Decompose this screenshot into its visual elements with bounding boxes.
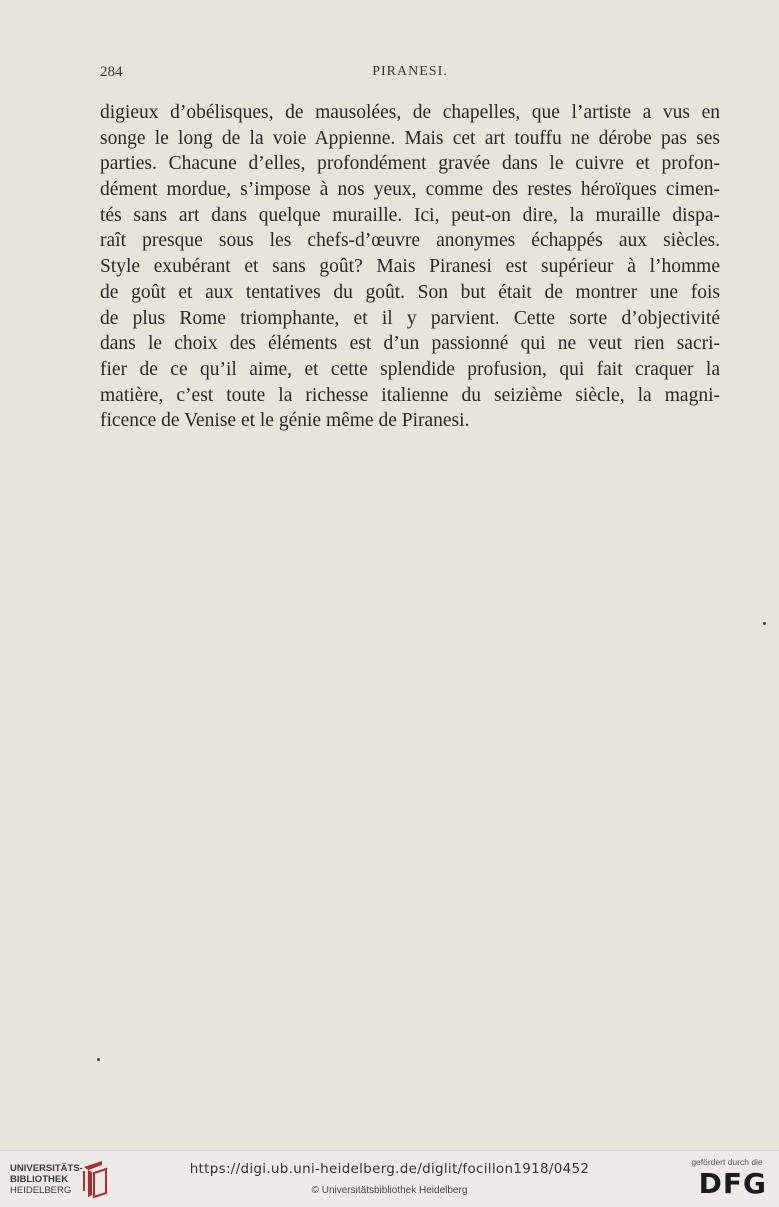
dfg-logo-icon: DFG [698,1167,767,1200]
running-title: PIRANESI. [372,64,448,79]
margin-speck [763,622,766,625]
funding-caption: gefördert durch die [691,1157,763,1167]
library-name-line2: BIBLIOTHEK [10,1174,69,1185]
text-line: dément mordue, s’impose à nos yeux, comme des restes héroïques cimen- [100,179,720,201]
text-line: Style exubérant et sans goût? Mais Piranesi est supérieur à l’homme [100,256,720,278]
page-number: 284 [100,64,123,80]
text-line: dans le choix des éléments est d’un passionné qui ne veut rien sacri- [100,333,720,355]
margin-speck [97,1058,100,1061]
text-line: de plus Rome triomphante, et il y parvient. Cette sorte d’objectivité [100,307,720,329]
text-line: tés sans art dans quelque muraille. Ici, peut-on dire, la muraille dispa- [100,204,720,226]
text-line: songe le long de la voie Appienne. Mais cet art touffu ne dérobe pas ses [100,127,720,149]
text-line: raît presque sous les chefs-d’œuvre anonymes échappés aux siècles. [100,230,720,252]
copyright-notice: © Universitätsbibliothek Heidelberg [311,1185,468,1196]
text-line: parties. Chacune d’elles, profondément gravée dans le cuivre et profon- [100,153,720,175]
funder-logo[interactable] [687,1157,767,1203]
text-line: digieux d’obélisques, de mausolées, de chapelles, que l’artiste a vus en [100,102,720,123]
permalink-url[interactable]: https://digi.ub.uni-heidelberg.de/diglit/focillon1918/0452 [189,1161,590,1177]
footer-bar [0,1150,779,1207]
text-line: matière, c’est toute la richesse italienne du seizième siècle, la magni- [100,384,720,406]
body-paragraph [100,100,720,434]
running-head [100,64,720,86]
text-line: ficence de Venise et le génie même de Piranesi. [100,410,470,432]
text-line: fier de ce qu’il aime, et cette splendide profusion, qui fait craquer la [100,358,720,380]
library-name-line3: HEIDELBERG [10,1185,72,1196]
text-line: de goût et aux tentatives du goût. Son but était de montrer une fois [100,281,720,303]
library-name-line1: UNIVERSITÄTS- [10,1163,83,1174]
